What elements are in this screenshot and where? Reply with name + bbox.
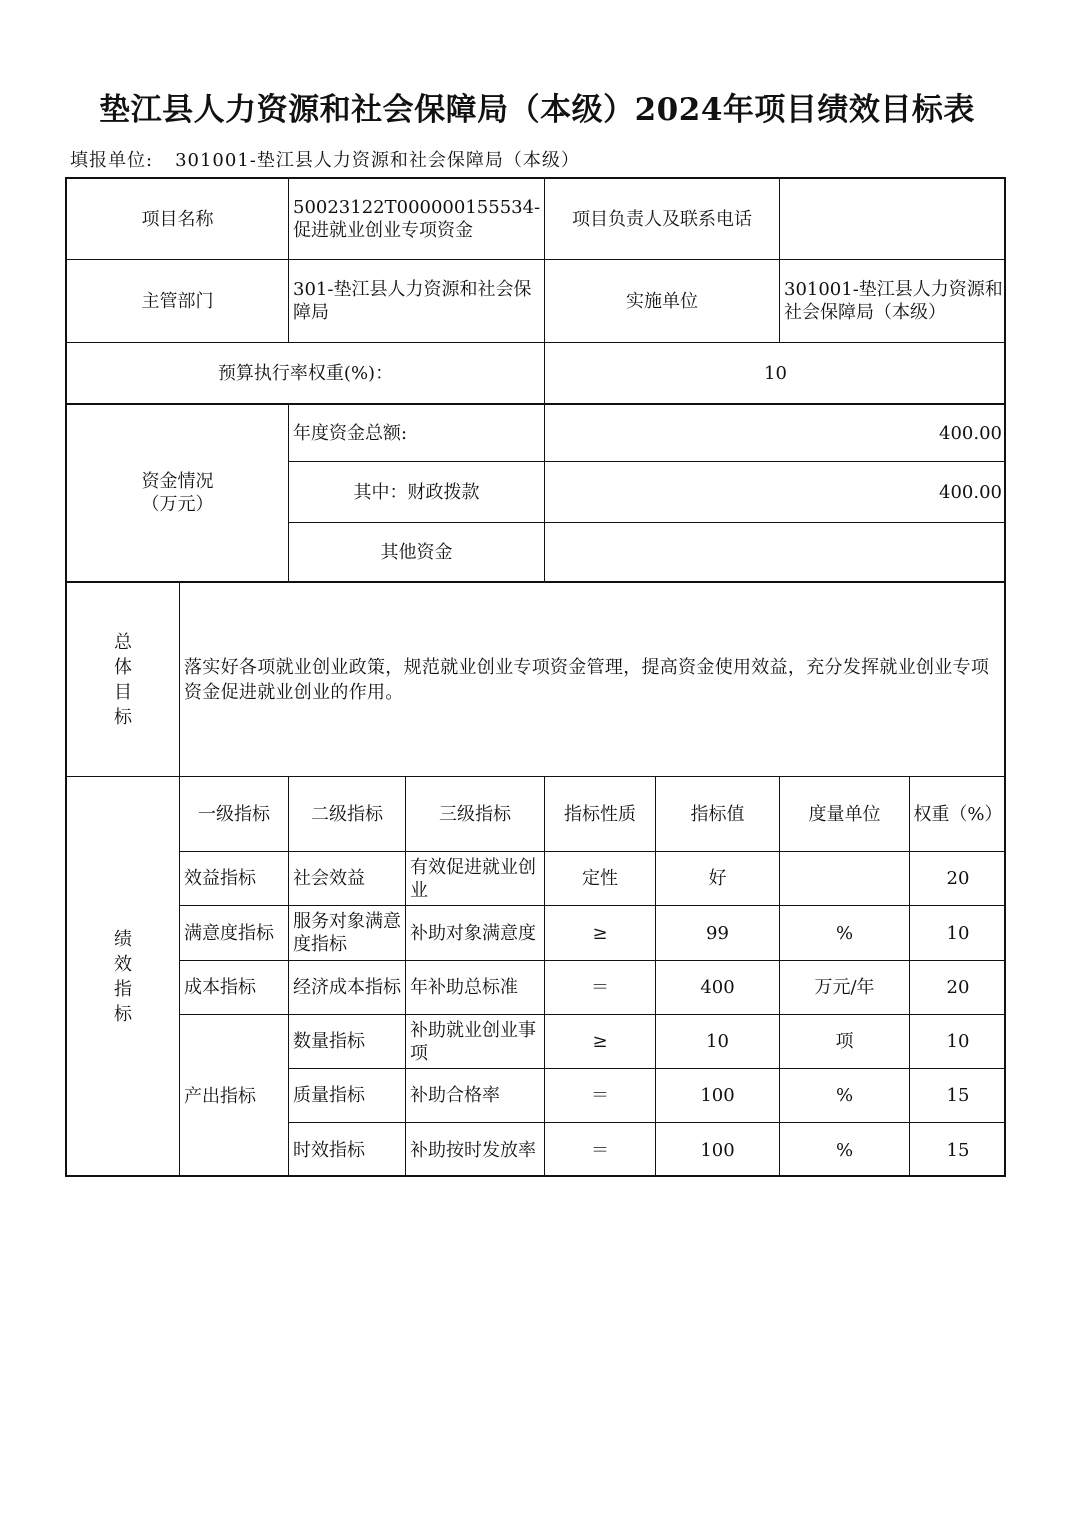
row-4-l2: 质量指标 xyxy=(289,1069,406,1123)
reporting-unit-value: 301001-垫江县人力资源和社会保障局（本级） xyxy=(175,150,580,171)
budget-weight-value: 10 xyxy=(545,343,1006,405)
row-3-value: 10 xyxy=(656,1015,780,1069)
row-1-nature: ≥ xyxy=(545,906,656,961)
row-1-unit: % xyxy=(780,906,910,961)
row-1-l3: 补助对象满意度 xyxy=(406,906,545,961)
project-name-value: 50023122T000000155534-促进就业创业专项资金 xyxy=(289,179,545,260)
row-3-nature: ≥ xyxy=(545,1015,656,1069)
impl-unit-label: 实施单位 xyxy=(545,260,780,343)
fiscal-funds-value: 400.00 xyxy=(545,462,1006,523)
row-5-l2: 时效指标 xyxy=(289,1123,406,1177)
funds-label xyxy=(67,405,289,583)
row-5-unit: % xyxy=(780,1123,910,1177)
header-l2: 二级指标 xyxy=(289,777,406,852)
row-5-nature: ＝ xyxy=(545,1123,656,1177)
row-4-unit: % xyxy=(780,1069,910,1123)
reporting-unit xyxy=(70,146,580,172)
other-funds-label: 其他资金 xyxy=(289,523,545,583)
page-title: 垫江县人力资源和社会保障局（本级）2024年项目绩效目标表 xyxy=(99,92,975,128)
row-3-l2: 数量指标 xyxy=(289,1015,406,1069)
row-2-weight: 20 xyxy=(910,961,1006,1015)
performance-indicators-label xyxy=(67,777,180,1177)
header-l3: 三级指标 xyxy=(406,777,545,852)
overall-goal-label-text: 总体目标 xyxy=(113,631,132,728)
row-5-l3: 补助按时发放率 xyxy=(406,1123,545,1177)
header-value: 指标值 xyxy=(656,777,780,852)
row-1-weight: 10 xyxy=(910,906,1006,961)
row-3-l3: 补助就业创业事项 xyxy=(406,1015,545,1069)
other-funds-value xyxy=(545,523,1006,583)
row-4-weight: 15 xyxy=(910,1069,1006,1123)
row-0-unit xyxy=(780,852,910,906)
row-5-value: 100 xyxy=(656,1123,780,1177)
row-0-l3: 有效促进就业创业 xyxy=(406,852,545,906)
row-0-nature: 定性 xyxy=(545,852,656,906)
row-2-value: 400 xyxy=(656,961,780,1015)
row-4-value: 100 xyxy=(656,1069,780,1123)
row-5-weight: 15 xyxy=(946,1139,970,1161)
row-0-weight: 20 xyxy=(910,852,1006,906)
header-l1: 一级指标 xyxy=(180,777,289,852)
overall-goal-label xyxy=(67,583,180,777)
row-4-l3: 补助合格率 xyxy=(406,1069,545,1123)
row-2-l1: 成本指标 xyxy=(180,961,289,1015)
impl-unit-value: 301001-垫江县人力资源和社会保障局（本级） xyxy=(780,260,1006,343)
row-3-weight: 10 xyxy=(910,1015,1006,1069)
budget-weight-label: 预算执行率权重(%)： xyxy=(67,343,545,405)
annual-funds-value: 400.00 xyxy=(545,405,1006,462)
project-contact-label: 项目负责人及联系电话 xyxy=(545,179,780,260)
row-3-unit: 项 xyxy=(780,1015,910,1069)
row-1-l2: 服务对象满意度指标 xyxy=(289,906,406,961)
row-2-nature: ＝ xyxy=(545,961,656,1015)
header-nature: 指标性质 xyxy=(545,777,656,852)
competent-dept-label: 主管部门 xyxy=(67,260,289,343)
header-unit: 度量单位 xyxy=(780,777,910,852)
funds-label-text: 资金情况（万元） xyxy=(141,471,214,515)
row-4-nature: ＝ xyxy=(545,1069,656,1123)
header-weight: 权重（%） xyxy=(910,777,1006,852)
row-3-l1: 产出指标 xyxy=(180,1015,289,1177)
row-2-unit: 万元/年 xyxy=(780,961,910,1015)
performance-indicators-label-text: 绩效指标 xyxy=(113,929,132,1025)
project-contact-value xyxy=(780,179,1006,260)
project-name-label: 项目名称 xyxy=(67,179,289,260)
row-2-l2: 经济成本指标 xyxy=(289,961,406,1015)
competent-dept-value: 301-垫江县人力资源和社会保障局 xyxy=(289,260,545,343)
annual-funds-label: 年度资金总额: xyxy=(289,405,545,462)
row-1-value: 99 xyxy=(656,906,780,961)
row-0-value: 好 xyxy=(656,852,780,906)
performance-target-table xyxy=(65,177,1006,1177)
reporting-unit-label: 填报单位: xyxy=(70,150,154,171)
row-2-l3: 年补助总标准 xyxy=(406,961,545,1015)
row-0-l2: 社会效益 xyxy=(289,852,406,906)
overall-goal-text: 落实好各项就业创业政策，规范就业创业专项资金管理，提高资金使用效益，充分发挥就业创业专项资金促进就业创业的作用。 xyxy=(180,583,1006,777)
fiscal-funds-label: 其中：财政拨款 xyxy=(289,462,545,523)
row-0-l1: 效益指标 xyxy=(180,852,289,906)
row-1-l1: 满意度指标 xyxy=(180,906,289,961)
